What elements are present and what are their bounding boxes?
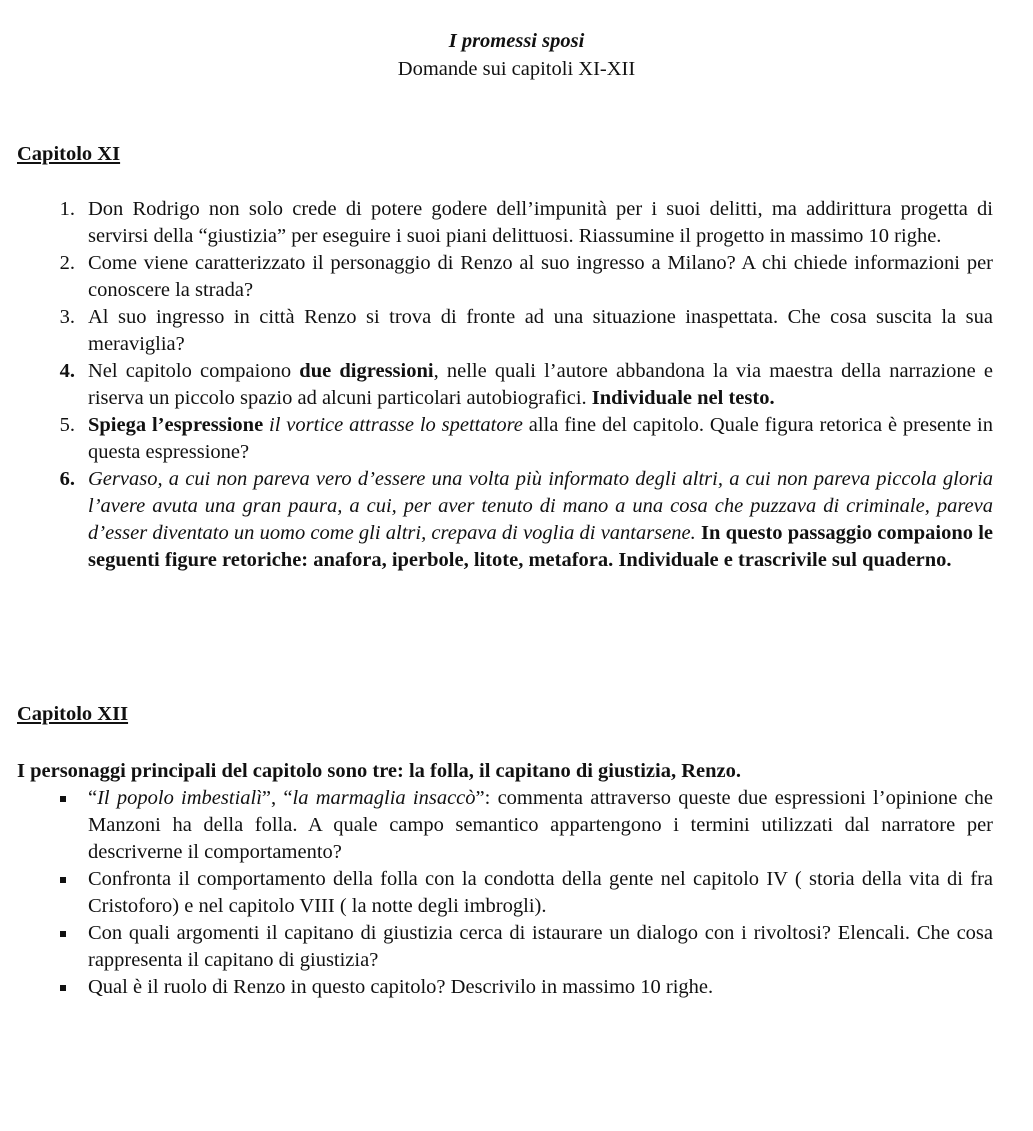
question-2 xyxy=(45,250,993,304)
question-number: 3. xyxy=(59,306,75,328)
chapter-12-questions xyxy=(60,785,993,1001)
chapter-11-heading: Capitolo XI xyxy=(17,143,121,165)
quoted-expression: il vortice attrasse lo spettatore xyxy=(263,414,523,436)
document-title: I promessi sposi xyxy=(448,30,585,52)
bullet-text: Con quali argomenti il capitano di giustizia cerca di istaurare un dialogo con i rivoltosi? Elencali. Che cosa rappresenta il capitano di giustizia? xyxy=(88,922,993,971)
chapter-11-questions xyxy=(45,196,993,574)
question-number: 5. xyxy=(59,414,75,436)
question-number: 6. xyxy=(59,468,75,490)
question-number: 4. xyxy=(59,360,75,382)
bullet-item-1: “Il popolo imbestialì”, “la marmaglia insaccò”: commenta attraverso queste due espressioni l’opinione che Manzoni ha della folla. A quale campo semantico appartengono i termini utilizzati dal narratore per descriverne il comportamento? xyxy=(60,785,993,866)
question-text: Al suo ingresso in città Renzo si trova di fronte ad una situazione inaspettata. Che cosa suscita la sua meraviglia? xyxy=(88,306,993,355)
question-5 xyxy=(45,412,993,466)
question-1 xyxy=(45,196,993,250)
bullet-icon xyxy=(60,877,66,883)
question-text: alla fine del capitolo. Quale figura retorica è presente in questa espressione? xyxy=(88,414,994,463)
question-text: Nel capitolo compaiono xyxy=(88,360,300,382)
question-3 xyxy=(45,304,993,358)
question-emphasis: due digressioni xyxy=(299,360,434,382)
chapter-12-intro: I personaggi principali del capitolo sono tre: la folla, il capitano di giustizia, Renzo. xyxy=(17,760,741,782)
question-emphasis: Individuale nel testo. xyxy=(591,387,775,409)
question-6 xyxy=(45,466,993,574)
question-text: Come viene caratterizzato il personaggio di Renzo al suo ingresso a Milano? A chi chiede informazioni per conoscere la strada? xyxy=(88,252,993,301)
bullet-text: Qual è il ruolo di Renzo in questo capitolo? Descrivilo in massimo 10 righe. xyxy=(88,976,714,998)
quoted-expression: la marmaglia insaccò xyxy=(292,787,476,809)
question-emphasis: Spiega l’espressione xyxy=(88,414,264,436)
chapter-12-heading: Capitolo XII xyxy=(17,703,129,725)
bullet-item-2 xyxy=(60,866,993,920)
question-4 xyxy=(45,358,993,412)
bullet-text: ”: commenta attraverso queste due espressioni l’opinione che Manzoni ha della folla. A quale campo semantico appartengono i termini utilizzati dal narratore per descriverne il comportamento? xyxy=(88,787,994,863)
document-subtitle: Domande sui capitoli XI-XII xyxy=(397,58,636,80)
question-number: 2. xyxy=(59,252,75,274)
quoted-passage: Gervaso, a cui non pareva vero d’essere una volta più informato degli altri, a cui non pareva piccola gloria l’avere avuta una gran paura, a cui, per aver tenuto di mano a una cosa che puzzava di criminale, pareva d’esser diventato un uomo come gli altri, crepava di voglia di vantarsene. xyxy=(88,468,993,544)
question-number: 1. xyxy=(59,198,75,220)
bullet-text: Confronta il comportamento della folla con la condotta della gente nel capitolo IV ( storia della vita di fra Cristoforo) e nel capitolo VIII ( la notte degli imbrogli). xyxy=(88,868,993,917)
question-text: Don Rodrigo non solo crede di potere godere dell’impunità per i suoi delitti, ma addirittura progetta di servirsi della “giustizia” per eseguire i suoi piani delittuosi. Riassumine il progetto in massimo 10 righe. xyxy=(88,198,993,247)
question-text: , nelle quali l’autore abbandona la via maestra della narrazione e riserva un piccolo spazio ad alcuni particolari autobiografici. xyxy=(88,360,993,409)
question-emphasis: In questo passaggio compaiono le seguenti figure retoriche: anafora, iperbole, litote, metafora. Individuale e trascrivile sul quaderno. xyxy=(88,522,993,571)
bullet-icon xyxy=(60,985,66,991)
quoted-expression: Il popolo imbestialì xyxy=(97,787,262,809)
bullet-item-3 xyxy=(60,920,993,974)
bullet-item-4 xyxy=(60,974,993,1001)
bullet-icon xyxy=(60,931,66,937)
bullet-icon xyxy=(60,796,66,802)
